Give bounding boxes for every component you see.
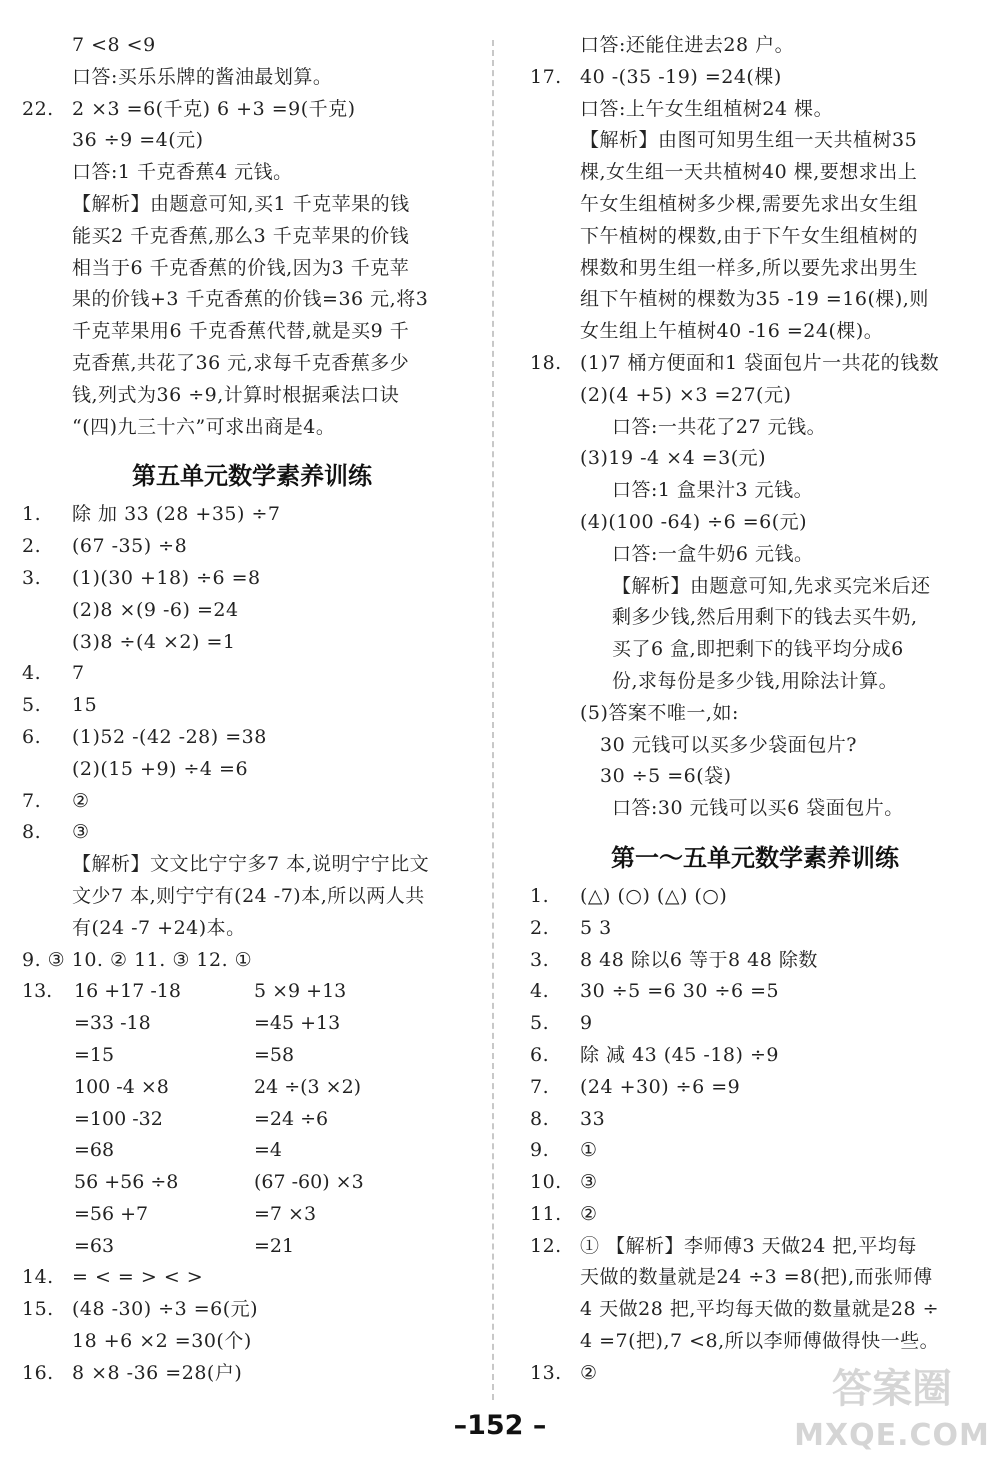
answer-text: (1)52 -(42 -28) =38 xyxy=(72,725,267,748)
right-column xyxy=(530,30,980,1390)
section-title: 第五单元数学素养训练 xyxy=(132,462,372,491)
question-number: 8. xyxy=(530,1107,550,1130)
answer-item xyxy=(22,563,482,595)
calc-left: =68 xyxy=(74,1139,115,1162)
question-number: 1. xyxy=(530,884,550,907)
text-line: 口答:1 千克香蕉4 元钱。 xyxy=(72,161,293,184)
text-line: 口答:30 元钱可以买6 袋面包片。 xyxy=(612,797,904,820)
analysis-line: “(四)九三十六”可求出商是4。 xyxy=(72,415,336,438)
question-number: 11. xyxy=(530,1202,562,1225)
answer-item xyxy=(530,1167,980,1199)
answer-item xyxy=(22,1294,482,1326)
text-line: 口答:一盒牛奶6 元钱。 xyxy=(612,542,814,565)
section-title: 第一～五单元数学素养训练 xyxy=(611,843,899,872)
analysis-line: 果的价钱+3 千克香蕉的价钱=36 元,将3 xyxy=(72,288,429,311)
question-22 xyxy=(22,94,482,126)
analysis-line: 女生组上午植树40 -16 =24(棵)。 xyxy=(580,320,884,343)
analysis-line: 份,求每份是多少钱,用除法计算。 xyxy=(612,669,899,692)
answer-text: 除 减 43 (45 -18) ÷9 xyxy=(580,1043,779,1066)
answer-text: (2)(15 +9) ÷4 =6 xyxy=(72,757,249,780)
analysis-line: 棵,女生组一天共植树40 棵,要想求出上 xyxy=(580,161,918,184)
question-number: 2. xyxy=(530,916,550,939)
calc-row xyxy=(22,1135,482,1167)
analysis-line: 天做的数量就是24 ÷3 =8(把),而张师傅 xyxy=(580,1266,933,1289)
answer-item xyxy=(22,1262,482,1294)
answer-text: (67 -35) ÷8 xyxy=(72,535,188,558)
page-number: –152 – xyxy=(453,1410,547,1441)
text-line: 口答:买乐乐牌的酱油最划算。 xyxy=(72,65,333,88)
question-number: 7. xyxy=(530,1075,550,1098)
question-number: 5. xyxy=(22,694,42,717)
question-number: 13. xyxy=(530,1361,562,1384)
answer-text: (2)8 ×(9 -6) =24 xyxy=(72,598,239,621)
question-number: 16. xyxy=(22,1361,54,1384)
answer-text: 8 ×8 -36 =28(户) xyxy=(72,1361,243,1384)
answer-text: ① xyxy=(580,1139,598,1162)
analysis-line: 午女生组植树多少棵,需要先求出女生组 xyxy=(580,192,919,215)
calc-left: =15 xyxy=(74,1043,115,1066)
watermark-url: MXQE.COM xyxy=(794,1418,990,1453)
analysis-line: 能买2 千克香蕉,那么3 千克苹果的价钱 xyxy=(72,224,410,247)
answer-item xyxy=(530,1040,980,1072)
answer-item xyxy=(22,690,482,722)
answer-text: 7 xyxy=(72,662,85,685)
answer-text: 除 加 33 (28 +35) ÷7 xyxy=(72,503,281,526)
question-number: 3. xyxy=(22,566,42,589)
analysis-line: 文少7 本,则宁宁有(24 -7)本,所以两人共 xyxy=(72,884,425,907)
calc-right: =21 xyxy=(254,1234,295,1257)
question-number: 7. xyxy=(22,789,42,812)
text-line: 36 ÷9 =4(元) xyxy=(72,129,204,152)
calc-right: =24 ÷6 xyxy=(254,1107,329,1130)
answer-text: ③ xyxy=(580,1171,598,1194)
answer-item xyxy=(530,1135,980,1167)
answer-text: 2 ×3 =6(千克) 6 +3 =9(千克) xyxy=(72,97,356,120)
question-number: 2. xyxy=(22,535,42,558)
calc-left: =33 -18 xyxy=(74,1012,151,1035)
answer-item xyxy=(530,1072,980,1104)
calc-right: 24 ÷(3 ×2) xyxy=(254,1075,362,1098)
answer-text: (1)(30 +18) ÷6 =8 xyxy=(72,566,261,589)
question-number: 4. xyxy=(530,980,550,1003)
answer-item xyxy=(22,786,482,818)
calc-row xyxy=(22,976,482,1008)
answer-text: 15 xyxy=(72,694,98,717)
answer-item xyxy=(530,976,980,1008)
calc-left: =63 xyxy=(74,1234,115,1257)
analysis-line: 买了6 盒,即把剩下的钱平均分成6 xyxy=(612,638,904,661)
answer-text: (△) (○) (△) (○) xyxy=(580,884,728,907)
calc-left: 16 +17 -18 xyxy=(74,980,181,1003)
answer-text: 40 -(35 -19) =24(棵) xyxy=(580,65,782,88)
analysis-line: 相当于6 千克香蕉的价钱,因为3 千克苹 xyxy=(72,256,410,279)
answer-item xyxy=(530,945,980,977)
text-line: 口答:一共花了27 元钱。 xyxy=(612,415,827,438)
answer-item xyxy=(22,595,482,627)
answer-text: 30 ÷5 =6 30 ÷6 =5 xyxy=(580,980,780,1003)
answer-item xyxy=(530,1199,980,1231)
left-column xyxy=(22,30,482,1390)
analysis-line: 有(24 -7 +24)本。 xyxy=(72,916,246,939)
text-line: (4)(100 -64) ÷6 =6(元) xyxy=(580,510,808,533)
analysis-line: 千克苹果用6 千克香蕉代替,就是买9 千 xyxy=(72,320,410,343)
calc-right: =7 ×3 xyxy=(254,1202,317,1225)
answer-item xyxy=(530,1008,980,1040)
text-line: 口答:上午女生组植树24 棵。 xyxy=(580,97,834,120)
calc-right: =58 xyxy=(254,1043,295,1066)
answer-item xyxy=(530,881,980,913)
answer-text: ② xyxy=(580,1361,598,1384)
answer-text: ① 【解析】李师傅3 天做24 把,平均每 xyxy=(580,1234,917,1257)
answer-item xyxy=(22,722,482,754)
answer-item xyxy=(22,658,482,690)
analysis-line: 【解析】由题意可知,买1 千克苹果的钱 xyxy=(72,192,410,215)
analysis-line: 钱,列式为36 ÷9,计算时根据乘法口诀 xyxy=(72,383,400,406)
answer-text: 8 48 除以6 等于8 48 除数 xyxy=(580,948,818,971)
calc-row xyxy=(22,1199,482,1231)
text-line: 30 元钱可以买多少袋面包片? xyxy=(600,733,857,756)
answer-item xyxy=(22,817,482,849)
question-number: 6. xyxy=(22,725,42,748)
text-line: (5)答案不唯一,如: xyxy=(580,701,739,724)
question-18 xyxy=(530,348,980,380)
text-line: 30 ÷5 =6(袋) xyxy=(600,765,732,788)
calc-left: =100 -32 xyxy=(74,1107,163,1130)
text-line: 口答:1 盒果汁3 元钱。 xyxy=(612,479,814,502)
analysis-line: 【解析】由题意可知,先求买完米后还 xyxy=(612,574,931,597)
answer-item xyxy=(22,499,482,531)
text-line: 口答:还能住进去28 户。 xyxy=(580,34,795,56)
calc-right: =4 xyxy=(254,1139,283,1162)
question-number: 8. xyxy=(22,821,42,844)
analysis-line: 棵数和男生组一样多,所以要先求出男生 xyxy=(580,256,919,279)
answer-item xyxy=(22,531,482,563)
answer-text: ② xyxy=(580,1202,598,1225)
answer-text: = < = > < > xyxy=(72,1266,204,1289)
calc-left: 100 -4 ×8 xyxy=(74,1075,169,1098)
analysis-line: 剩多少钱,然后用剩下的钱去买牛奶, xyxy=(612,606,918,629)
answer-text: 9 xyxy=(580,1012,593,1035)
question-number: 15. xyxy=(22,1298,54,1321)
question-number: 5. xyxy=(530,1012,550,1035)
answer-text: (1)7 桶方便面和1 袋面包片一共花的钱数 xyxy=(580,351,940,374)
calc-row xyxy=(22,1167,482,1199)
question-number: 10. xyxy=(530,1171,562,1194)
answer-text: (24 +30) ÷6 =9 xyxy=(580,1075,741,1098)
answer-text: 33 xyxy=(580,1107,606,1130)
answer-text: (3)8 ÷(4 ×2) =1 xyxy=(72,630,236,653)
question-number: 18. xyxy=(530,351,562,374)
calc-row xyxy=(22,1040,482,1072)
calc-row xyxy=(22,1231,482,1263)
calc-row xyxy=(22,1072,482,1104)
calc-left: 56 +56 ÷8 xyxy=(74,1171,179,1194)
text-line: (2)(4 +5) ×3 =27(元) xyxy=(580,383,792,406)
analysis-line: 【解析】文文比宁宁多7 本,说明宁宁比文 xyxy=(72,853,430,876)
question-number: 3. xyxy=(530,948,550,971)
answer-item xyxy=(22,627,482,659)
calc-row xyxy=(22,1104,482,1136)
answer-item: 9. ③ 10. ② 11. ③ 12. ① xyxy=(22,948,253,971)
calc-right: (67 -60) ×3 xyxy=(254,1171,364,1194)
answer-text: 5 3 xyxy=(580,916,612,939)
question-number: 22. xyxy=(22,97,54,120)
answer-text: (48 -30) ÷3 =6(元) xyxy=(72,1298,259,1321)
text-line: (3)19 -4 ×4 =3(元) xyxy=(580,447,767,470)
answer-item xyxy=(530,1104,980,1136)
question-number: 13. xyxy=(22,980,53,1003)
answer-item xyxy=(22,754,482,786)
column-divider xyxy=(492,40,494,1400)
question-number: 14. xyxy=(22,1266,54,1289)
analysis-line: 4 =7(把),7 <8,所以李师傅做得快一些。 xyxy=(580,1330,940,1353)
answer-item xyxy=(22,1358,482,1390)
question-number: 4. xyxy=(22,662,42,685)
watermark-logo xyxy=(792,1364,992,1459)
calc-right: 5 ×9 +13 xyxy=(254,980,347,1003)
analysis-line: 组下午植树的棵数为35 -19 =16(棵),则 xyxy=(580,288,929,311)
answer-item xyxy=(530,913,980,945)
analysis-line: 4 天做28 把,平均每天做的数量就是28 ÷ xyxy=(580,1298,940,1321)
watermark-text: 答案圈 xyxy=(832,1366,952,1412)
calc-right: =45 +13 xyxy=(254,1012,341,1035)
analysis-line: 【解析】由图可知男生组一天共植树35 xyxy=(580,129,918,152)
question-number: 1. xyxy=(22,503,42,526)
question-number: 17. xyxy=(530,65,562,88)
question-number: 12. xyxy=(530,1234,562,1257)
question-number: 9. xyxy=(530,1139,550,1162)
answer-text: ② xyxy=(72,789,90,812)
question-number: 6. xyxy=(530,1043,550,1066)
text-line: 18 +6 ×2 =30(个) xyxy=(72,1330,252,1353)
text-line: 7 <8 <9 xyxy=(72,34,156,56)
answer-text: ③ xyxy=(72,821,90,844)
question-17 xyxy=(530,62,980,94)
analysis-line: 下午植树的棵数,由于下午女生组植树的 xyxy=(580,224,919,247)
calc-row xyxy=(22,1008,482,1040)
calc-left: =56 +7 xyxy=(74,1202,149,1225)
answer-item xyxy=(530,1231,980,1263)
analysis-line: 克香蕉,共花了36 元,求每千克香蕉多少 xyxy=(72,351,410,374)
